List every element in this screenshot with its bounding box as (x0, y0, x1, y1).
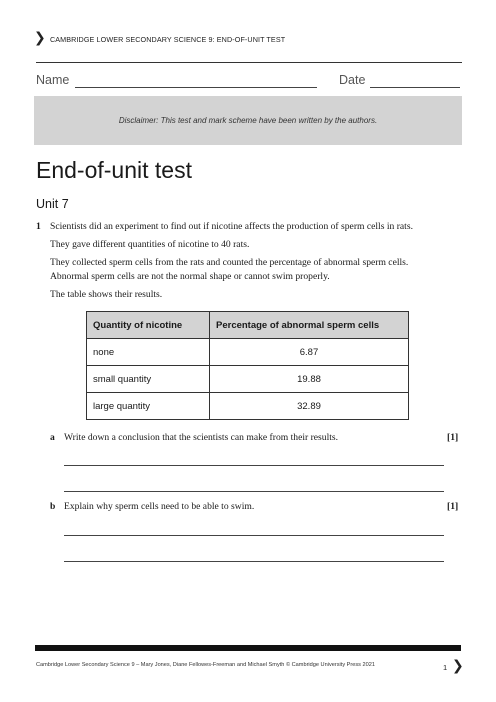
question-paragraph: They gave different quantities of nicotine to 40 rats. (50, 239, 250, 250)
table-row (87, 339, 409, 366)
footer-text: Cambridge Lower Secondary Science 9 – Mary Jones, Diane Fellowes-Freeman and Michael Smyth © Cambridge University Press 2021 (36, 662, 375, 668)
chevron-right-icon: ❯ (34, 30, 46, 46)
table-cell: large quantity (87, 393, 210, 420)
question-paragraph: They collected sperm cells from the rats and counted the percentage of abnormal sperm cells. (50, 257, 409, 268)
footer-bar (35, 645, 461, 651)
results-table (86, 311, 409, 420)
table-row (87, 393, 409, 420)
question-paragraph: The table shows their results. (50, 289, 163, 300)
date-label: Date (339, 73, 366, 87)
table-cell: small quantity (87, 366, 210, 393)
marks-label: [1] (447, 501, 459, 512)
unit-heading: Unit 7 (36, 197, 69, 211)
answer-line[interactable] (64, 465, 444, 466)
date-field-line[interactable] (370, 87, 460, 88)
marks-label: [1] (447, 432, 459, 443)
table-header-row (87, 312, 409, 339)
disclaimer-text: Disclaimer: This test and mark scheme have been written by the authors. (118, 116, 378, 125)
question-paragraph: Scientists did an experiment to find out if nicotine affects the production of sperm cells in rats. (50, 221, 413, 232)
disclaimer-box (34, 96, 462, 145)
page-title: End-of-unit test (36, 157, 192, 183)
answer-line[interactable] (64, 535, 444, 536)
table-cell: 32.89 (210, 393, 409, 420)
part-text: Explain why sperm cells need to be able to swim. (64, 501, 255, 512)
table-row (87, 366, 409, 393)
page-number: 1 (443, 663, 448, 672)
part-letter: b (50, 501, 56, 512)
answer-line[interactable] (64, 561, 444, 562)
table-cell: 19.88 (210, 366, 409, 393)
table-cell: none (87, 339, 210, 366)
column-header: Quantity of nicotine (87, 312, 210, 339)
chevron-right-icon[interactable]: ❯ (452, 658, 464, 674)
part-letter: a (50, 432, 55, 443)
answer-line[interactable] (64, 491, 444, 492)
question-paragraph: Abnormal sperm cells are not the normal shape or cannot swim properly. (50, 271, 330, 282)
running-header: CAMBRIDGE LOWER SECONDARY SCIENCE 9: END-OF-UNIT TEST (50, 35, 286, 44)
question-number: 1 (36, 221, 41, 232)
part-text: Write down a conclusion that the scientists can make from their results. (64, 432, 339, 443)
table-cell: 6.87 (210, 339, 409, 366)
column-header: Percentage of abnormal sperm cells (210, 312, 409, 339)
name-field-line[interactable] (75, 87, 317, 88)
name-label: Name (36, 73, 70, 87)
header-rule (36, 62, 462, 63)
